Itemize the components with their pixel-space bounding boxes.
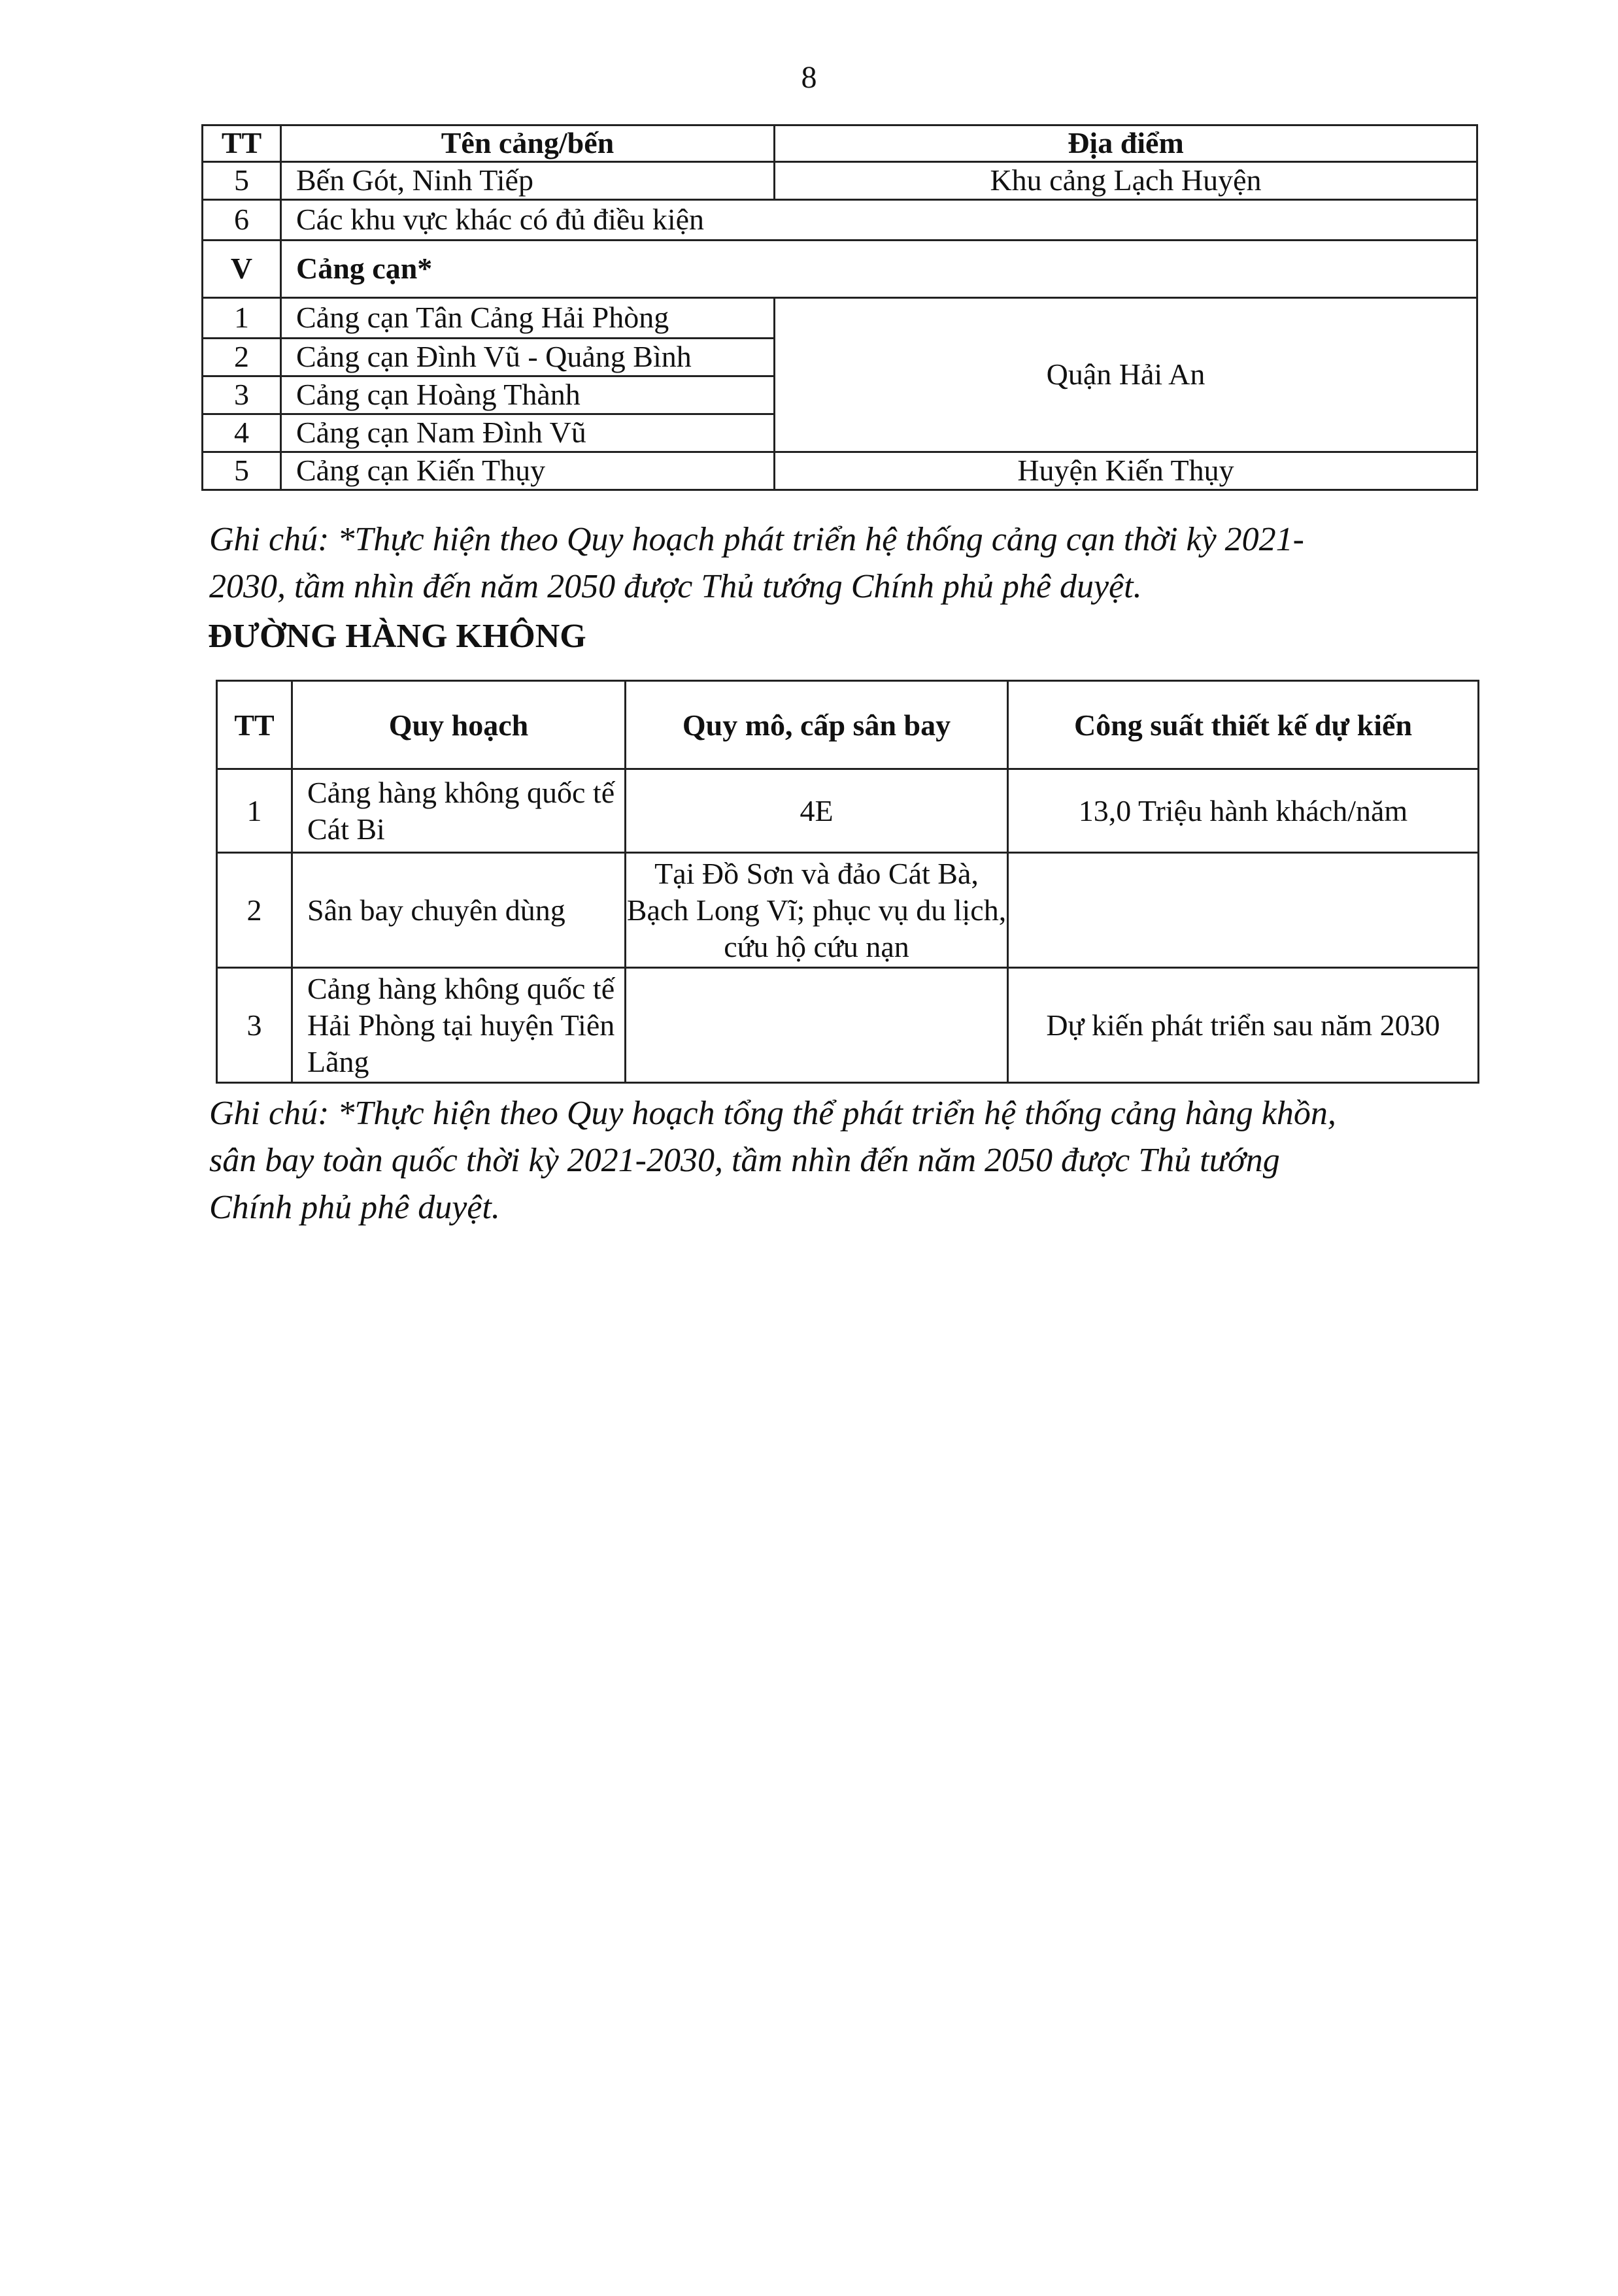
row-plan: Sân bay chuyên dùng	[292, 853, 626, 968]
row-tt: 2	[203, 339, 281, 376]
row-capacity	[1008, 853, 1479, 968]
row-tt: 4	[203, 414, 281, 452]
table-row	[203, 298, 1477, 339]
row-name: Cảng cạn Tân Cảng Hải Phòng	[281, 298, 775, 339]
row-name: Bến Gót, Ninh Tiếp	[281, 162, 775, 200]
section-heading: ĐƯỜNG HÀNG KHÔNG	[208, 618, 586, 655]
note-airports	[209, 1090, 1484, 1231]
header-plan: Quy hoạch	[292, 681, 626, 769]
note-ports	[209, 516, 1484, 610]
row-plan: Cảng hàng không quốc tế Cát Bi	[292, 769, 626, 853]
table-row	[203, 452, 1477, 490]
page-number: 8	[801, 60, 817, 95]
airports-table	[216, 680, 1479, 1084]
row-scale: 4E	[626, 769, 1008, 853]
table-row	[217, 769, 1479, 853]
row-tt: 1	[217, 769, 292, 853]
row-scale: Tại Đồ Sơn và đảo Cát Bà, Bạch Long Vĩ; phục vụ du lịch, cứu hộ cứu nạn	[626, 853, 1008, 968]
row-name: Cảng cạn Hoàng Thành	[281, 376, 775, 414]
row-capacity: 13,0 Triệu hành khách/năm	[1008, 769, 1479, 853]
section-row	[203, 241, 1477, 298]
note-line: Ghi chú: *Thực hiện theo Quy hoạch tổng thể phát triển hệ thống cảng hàng khồn,	[209, 1095, 1336, 1132]
row-tt: 3	[203, 376, 281, 414]
row-capacity: Dự kiến phát triển sau năm 2030	[1008, 968, 1479, 1083]
row-name: Cảng cạn Kiến Thụy	[281, 452, 775, 490]
table-row	[203, 200, 1477, 241]
merged-location: Quận Hải An	[775, 298, 1477, 452]
row-tt: 6	[203, 200, 281, 241]
note-line: sân bay toàn quốc thời kỳ 2021-2030, tầm nhìn đến năm 2050 được Thủ tướng	[209, 1142, 1280, 1179]
table-row	[217, 853, 1479, 968]
row-location: Khu cảng Lạch Huyện	[775, 162, 1477, 200]
header-name: Tên cảng/bến	[281, 125, 775, 162]
header-tt: TT	[203, 125, 281, 162]
ports-table	[201, 124, 1478, 491]
row-tt: 2	[217, 853, 292, 968]
header-scale: Quy mô, cấp sân bay	[626, 681, 1008, 769]
row-tt: 3	[217, 968, 292, 1083]
row-name: Cảng cạn Nam Đình Vũ	[281, 414, 775, 452]
section-name: Cảng cạn*	[281, 241, 1477, 298]
header-tt: TT	[217, 681, 292, 769]
row-tt: 5	[203, 452, 281, 490]
note-line: Ghi chú: *Thực hiện theo Quy hoạch phát triển hệ thống cảng cạn thời kỳ 2021-	[209, 521, 1304, 558]
row-location: Huyện Kiến Thụy	[775, 452, 1477, 490]
table-header-row	[203, 125, 1477, 162]
table-header-row	[217, 681, 1479, 769]
row-plan: Cảng hàng không quốc tế Hải Phòng tại huyện Tiên Lãng	[292, 968, 626, 1083]
row-scale	[626, 968, 1008, 1083]
note-line: Chính phủ phê duyệt.	[209, 1189, 500, 1226]
header-location: Địa điểm	[775, 125, 1477, 162]
section-tt: V	[203, 241, 281, 298]
note-line: 2030, tầm nhìn đến năm 2050 được Thủ tướng Chính phủ phê duyệt.	[209, 568, 1142, 605]
row-name: Cảng cạn Đình Vũ - Quảng Bình	[281, 339, 775, 376]
row-tt: 5	[203, 162, 281, 200]
row-tt: 1	[203, 298, 281, 339]
header-capacity: Công suất thiết kế dự kiến	[1008, 681, 1479, 769]
table-row	[217, 968, 1479, 1083]
table-row	[203, 162, 1477, 200]
row-name: Các khu vực khác có đủ điều kiện	[281, 200, 1477, 241]
